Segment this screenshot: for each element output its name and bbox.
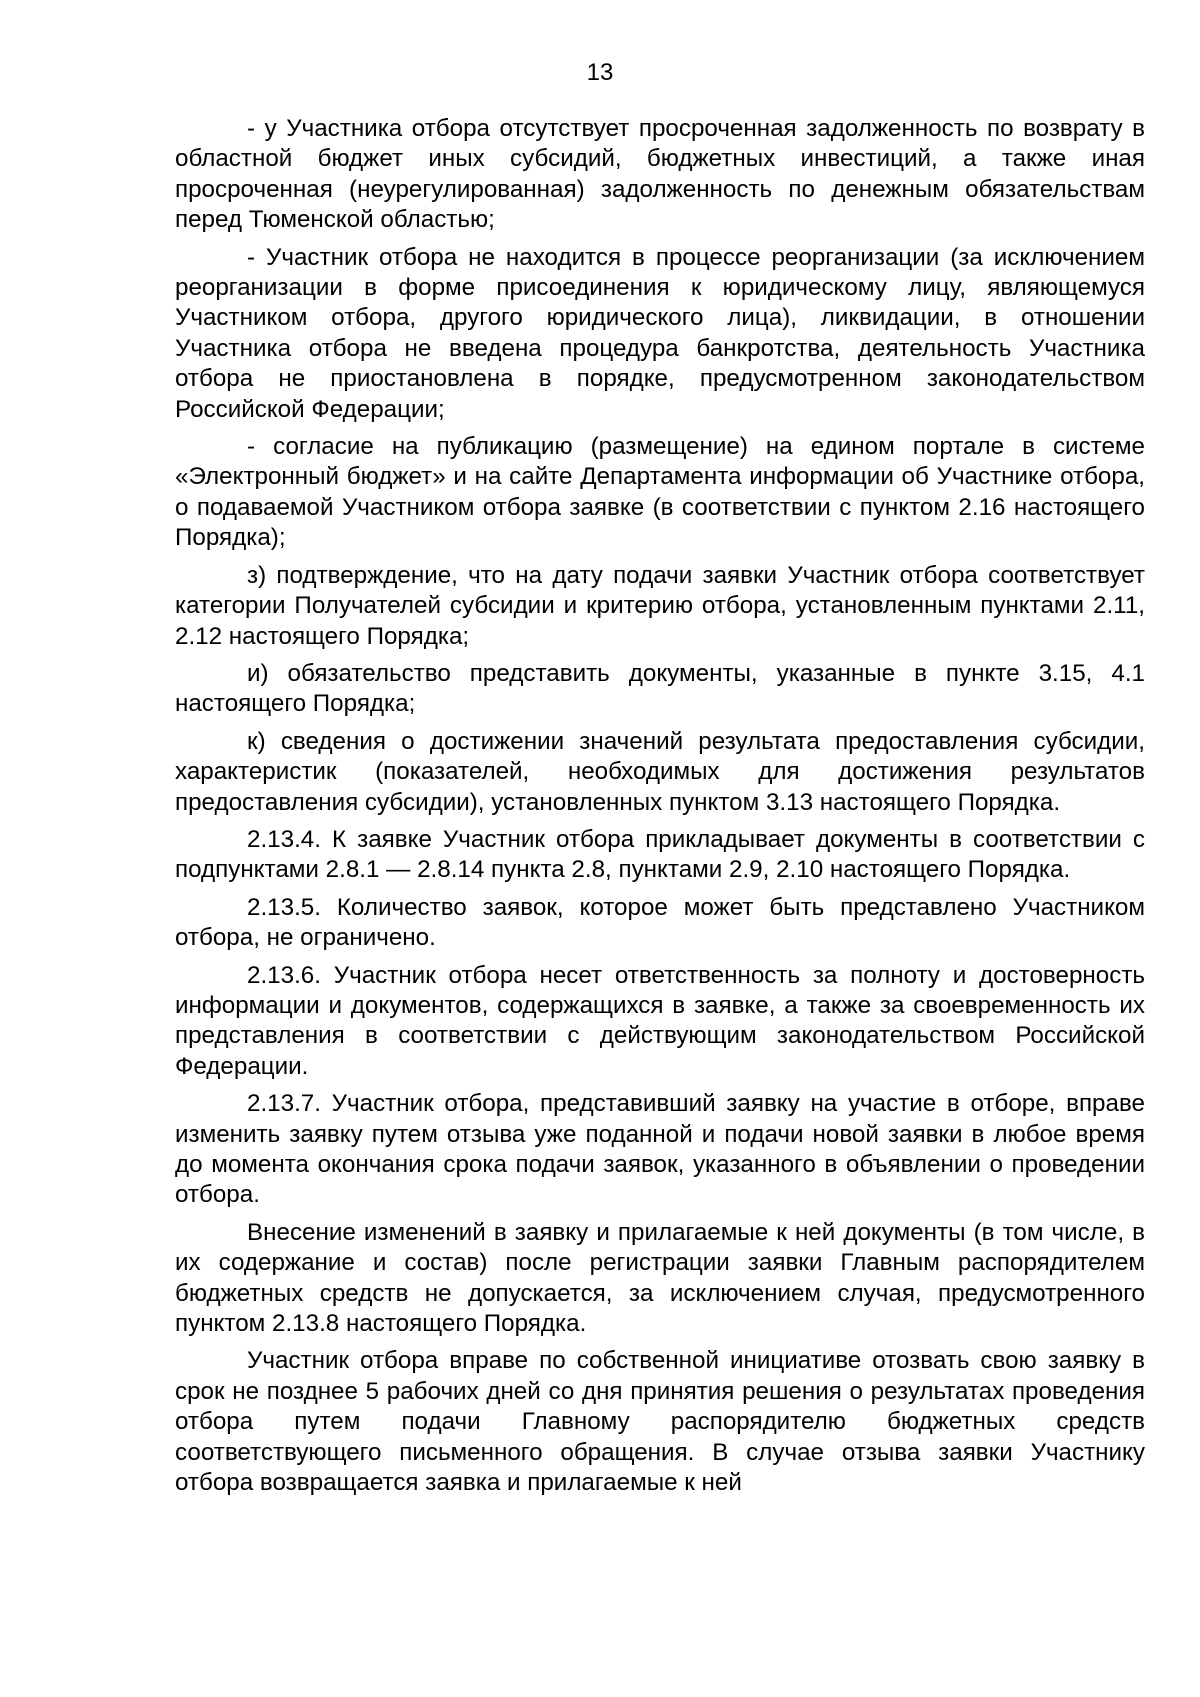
paragraph-item-k: к) сведения о достижении значений результата предоставления субсидии, характеристик (показателей, необходимых для достижения результатов предоставления субсидии), установленных пунктом 3.13 настоящего Порядка. — [175, 727, 1145, 816]
paragraph-2-13-6: 2.13.6. Участник отбора несет ответственность за полноту и достоверность информации и документов, содержащихся в заявке, а также за своевременность их представления в соответствии с действующим законодательством Российской Федерации. — [175, 961, 1145, 1080]
paragraph-publication-consent: - согласие на публикацию (размещение) на едином портале в системе «Электронный бюджет» и на сайте Департамента информации об Участнике отбора, о подаваемой Участником отбора заявке (в соответствии с пунктом 2.16 настоящего Порядка); — [175, 433, 1145, 552]
paragraph-2-13-4: 2.13.4. К заявке Участник отбора прикладывает документы в соответствии с подпунктами 2.8.1 — 2.8.14 пункта 2.8, пунктами 2.9, 2.10 настоящего Порядка. — [175, 825, 1145, 884]
paragraph-overdue-debt: - у Участника отбора отсутствует просроченная задолженность по возврату в областной бюджет иных субсидий, бюджетных инвестиций, а также иная просроченная (неурегулированная) задолженность по денежным обязательствам перед Тюменской областью; — [175, 115, 1145, 234]
paragraph-withdrawal: Участник отбора вправе по собственной инициативе отозвать свою заявку в срок не позднее 5 рабочих дней со дня принятия решения о результатах проведения отбора путем подачи Главному распорядителю бюджетных средств соответствующего письменного обращения. В случае отзыва заявки Участнику отбора возвращается заявка и прилагаемые к ней — [175, 1347, 1145, 1497]
paragraph-item-i: и) обязательство представить документы, указанные в пункте 3.15, 4.1 настоящего Порядка; — [175, 659, 1145, 718]
paragraph-2-13-5: 2.13.5. Количество заявок, которое может быть представлено Участником отбора, не ограничено. — [175, 893, 1145, 952]
document-body — [175, 114, 1145, 1505]
paragraph-item-z: з) подтверждение, что на дату подачи заявки Участник отбора соответствует категории Получателей субсидии и критерию отбора, установленным пунктами 2.11, 2.12 настоящего Порядка; — [175, 561, 1145, 650]
paragraph-reorganization: - Участник отбора не находится в процессе реорганизации (за исключением реорганизации в форме присоединения к юридическому лицу, являющемуся Участником отбора, другого юридического лица), ликвидации, в отношении Участника отбора не введена процедура банкротства, деятельность Участника отбора не приостановлена в порядке, предусмотренном законодательством Российской Федерации; — [175, 243, 1145, 423]
paragraph-2-13-7: 2.13.7. Участник отбора, представивший заявку на участие в отборе, вправе изменить заявку путем отзыва уже поданной и подачи новой заявки в любое время до момента окончания срока подачи заявок, указанного в объявлении о проведении отбора. — [175, 1090, 1145, 1209]
paragraph-changes: Внесение изменений в заявку и прилагаемые к ней документы (в том числе, в их содержание и состав) после регистрации заявки Главным распорядителем бюджетных средств не допускается, за исключением случая, предусмотренного пунктом 2.13.8 настоящего Порядка. — [175, 1218, 1145, 1338]
page-number: 13 — [586, 59, 614, 86]
